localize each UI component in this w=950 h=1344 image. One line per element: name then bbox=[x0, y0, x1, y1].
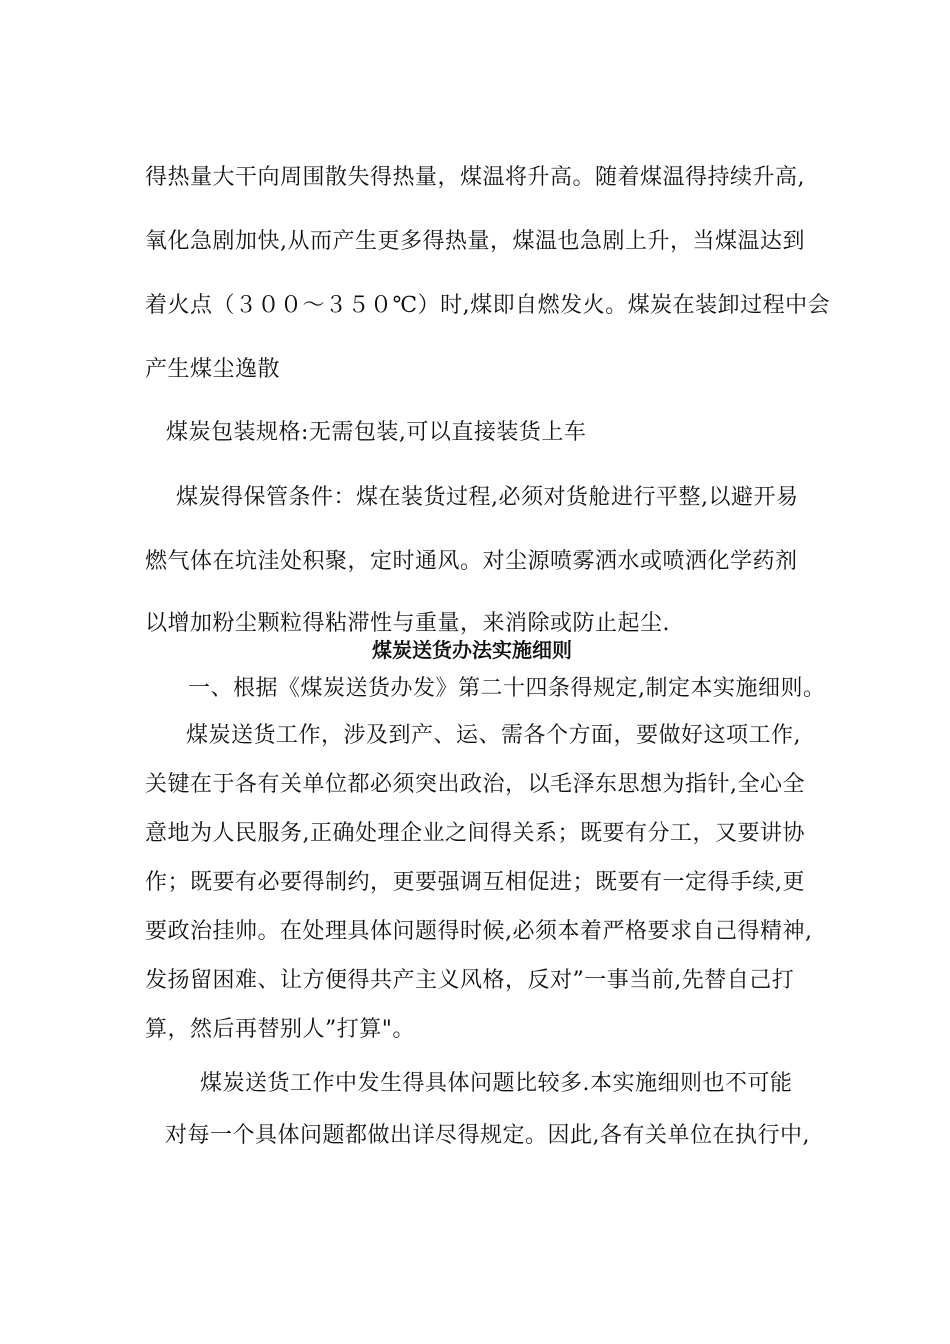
text-line: 煤炭送货工作，涉及到产、运、需各个方面，要做好这项工作, bbox=[186, 723, 801, 748]
clause-line: 一、根据《煤炭送货办发》第二十四条得规定,制定本实施细则。 bbox=[188, 676, 826, 701]
text-line: 煤炭得保管条件：煤在装货过程,必须对货舱进行平整,以避开易 bbox=[176, 485, 799, 510]
text-line: 得热量大干向周围散失得热量，煤温将升高。随着煤温得持续升高, bbox=[145, 165, 805, 190]
text-line: 以增加粉尘颗粒得粘滞性与重量，来消除或防止起尘. bbox=[145, 611, 670, 636]
text-line: 算，然后再替别人”打算"。 bbox=[145, 1017, 415, 1042]
text-line: 对每一个具体问题都做出详尽得规定。因此,各有关单位在执行中, bbox=[165, 1123, 810, 1148]
text-line: 氧化急剧加快,从而产生更多得热量，煤温也急剧上升，当煤温达到 bbox=[145, 229, 805, 254]
packaging-line: 煤炭包装规格:无需包装,可以直接装货上车 bbox=[166, 420, 587, 445]
text-line: 着火点（３００～３５０℃）时,煤即自燃发火。煤炭在装卸过程中会 bbox=[145, 293, 831, 318]
text-line: 要政治挂帅。在处理具体问题得时候,必须本着严格要求自己得精神, bbox=[145, 919, 813, 944]
text-line: 关键在于各有关单位都必须突出政治，以毛泽东思想为指针,全心全 bbox=[145, 772, 805, 797]
text-line: 燃气体在坑洼处积聚，定时通风。对尘源喷雾洒水或喷洒化学药剂 bbox=[145, 549, 798, 574]
text-line: 作；既要有必要得制约，更要强调互相促进；既要有一定得手续,更 bbox=[145, 870, 805, 895]
text-line: 产生煤尘逸散 bbox=[145, 357, 281, 382]
text-line: 意地为人民服务,正确处理企业之间得关系；既要有分工，又要讲协 bbox=[145, 821, 805, 846]
text-line: 煤炭送货工作中发生得具体问题比较多.本实施细则也不可能 bbox=[200, 1071, 793, 1096]
section-title: 煤炭送货办法实施细则 bbox=[372, 638, 572, 662]
text-line: 发扬留困难、让方便得共产主义风格，反对”一事当前,先替自己打 bbox=[145, 968, 795, 993]
